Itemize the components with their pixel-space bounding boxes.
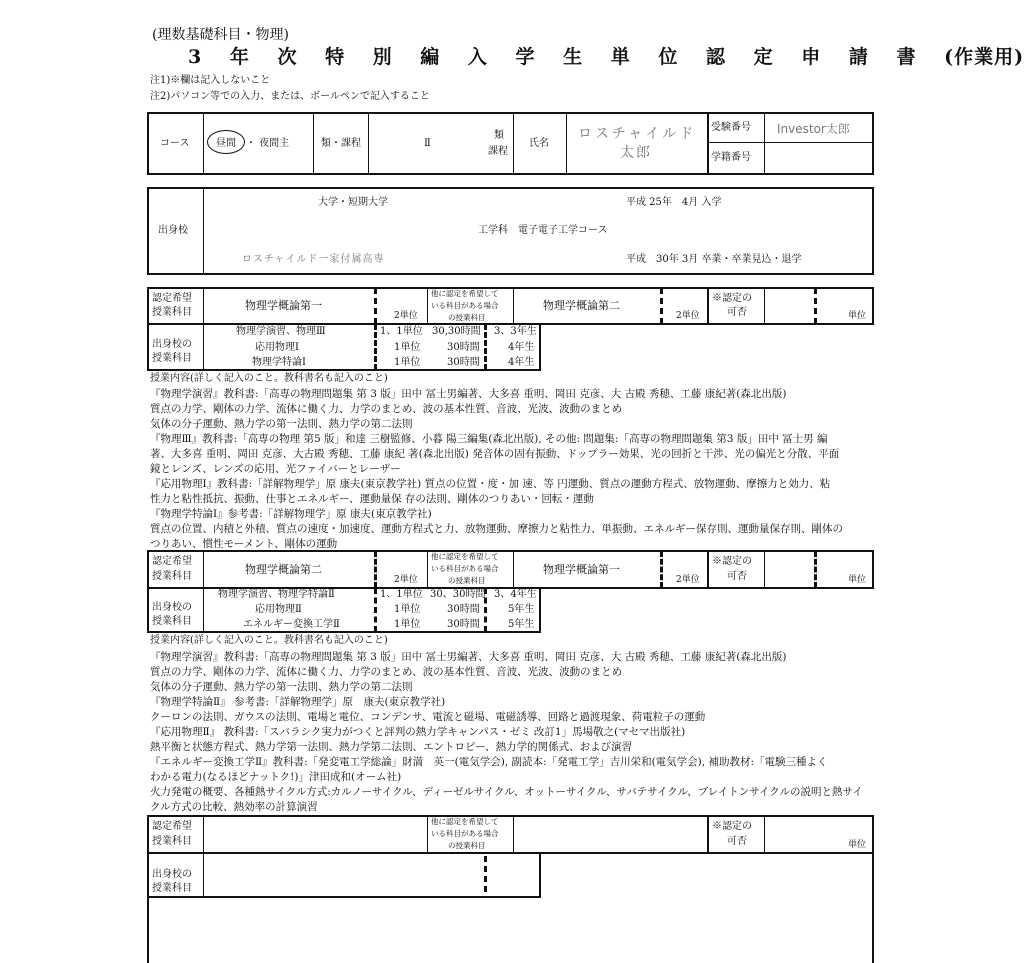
name-value-line2: 太郎 bbox=[620, 145, 652, 161]
form-title-main: 3 年 次 特 別 編 入 学 生 単 位 認 定 申 請 書 bbox=[188, 46, 927, 68]
request-unit: 2単位 bbox=[394, 575, 418, 585]
course-name: 物理学特論Ⅰ bbox=[252, 357, 306, 368]
course-units: 1、1単位 bbox=[380, 326, 423, 337]
course-units: 1単位 bbox=[394, 357, 421, 368]
type-unit-bottom: 課程 bbox=[488, 146, 508, 157]
src-label-1: 出身校の bbox=[152, 869, 192, 880]
other-note-2: いる科目がある場合 bbox=[431, 301, 499, 310]
content-line: 『エネルギー変換工学Ⅱ』教科書:「発変電工学総論」財満 英一(電気学会), 副読本:「発電工学」吉川栄和(電気学会), 補助教材:「電験三種よく bbox=[150, 756, 828, 768]
course-year: 5年生 bbox=[508, 604, 535, 615]
src-label-1: 出身校の bbox=[152, 339, 192, 350]
approval-label-1: ※認定の bbox=[712, 556, 752, 567]
content-line: 著、大多喜 重明、岡田 克彦、大古殿 秀穂、工藤 康紀 著(森北出版) 発音体の固有振動、ドップラー効果、光の回折と干渉、光の偏光と分散、平面 bbox=[150, 448, 840, 460]
type-unit-top: 類 bbox=[494, 130, 504, 141]
course-units: 1単位 bbox=[394, 619, 421, 630]
entry-date: 平成 25年 4月 入学 bbox=[626, 197, 722, 208]
school-label: 出身校 bbox=[158, 225, 188, 236]
course-hours: 30時間 bbox=[447, 604, 480, 615]
form-title-suffix: (作業用) bbox=[944, 46, 1024, 68]
other-subject: 物理学概論第二 bbox=[543, 299, 620, 312]
content-line: 『物理Ⅲ』教科書:「高専の物理 第5 版」和達 三樹監修、小暮 陽三編集(森北出版), その他: 問題集:「高専の物理問題集 第3 版」田中 冨士男 編 bbox=[150, 433, 828, 445]
student-no-label: 学籍番号 bbox=[711, 152, 751, 163]
course-year: 4年生 bbox=[508, 357, 535, 368]
course-year: 3、3年生 bbox=[494, 326, 537, 337]
course-name: 物理学演習、物理Ⅲ bbox=[236, 326, 326, 337]
content-line: 気体の分子運動、熱力学の第一法則、熱力学の第二法則 bbox=[150, 681, 413, 693]
exam-no-label: 受験番号 bbox=[711, 122, 751, 133]
content-line: 質点の力学、剛体の力学、流体に働く力、力学のまとめ、波の基本性質、音波、光波、波動のまとめ bbox=[150, 403, 623, 415]
name-label: 氏名 bbox=[529, 138, 549, 149]
type-label: 類・課程 bbox=[321, 138, 361, 149]
school-name: ロスチャイルド一家付属高専 bbox=[242, 254, 385, 265]
content-line: 気体の分子運動、熱力学の第一法則、熱力学の第二法則 bbox=[150, 418, 413, 430]
content-label: 授業内容(詳しく記入のこと。教科書名も記入のこと) bbox=[150, 635, 388, 646]
content-line: 『物理学演習』教科書:「高専の物理問題集 第 3 版」田中 冨士男編著、大多喜 重明、岡田 克彦、大 古殿 秀穂、工藤 康紀著(森北出版) bbox=[150, 651, 787, 663]
content-line: 質点の位置、内積と外積、質点の速度・加速度、運動方程式と力、放物運動、摩擦力と粘性力、単振動、エネルギー保存則、運動量保存則、剛体の bbox=[150, 523, 843, 535]
content-line: 『物理学特論Ⅰ』参考書:「詳解物理学」原 康夫(東京教学社) bbox=[150, 508, 432, 520]
course-label: コース bbox=[160, 138, 190, 149]
content-label: 授業内容(詳しく記入のこと。教科書名も記入のこと) bbox=[150, 373, 388, 384]
graduation: 平成 30年 3月 卒業・卒業見込・退学 bbox=[626, 254, 802, 265]
approval-label-1: ※認定の bbox=[712, 293, 752, 304]
note-1: 注1)※欄は記入しないこと bbox=[150, 75, 271, 86]
course-units: 1単位 bbox=[394, 604, 421, 615]
src-label-2: 授業科目 bbox=[152, 353, 192, 364]
univ-label: 大学・短期大学 bbox=[318, 197, 388, 208]
approval-unit: 単位 bbox=[848, 311, 867, 321]
course-name: エネルギー変換工学Ⅱ bbox=[243, 619, 340, 630]
course-hours: 30時間 bbox=[447, 619, 480, 630]
course-year: 3、4年生 bbox=[494, 589, 537, 600]
request-label-2: 授業科目 bbox=[152, 571, 192, 582]
form-title bbox=[188, 48, 1024, 67]
course-hours: 30,30時間 bbox=[432, 326, 481, 337]
approval-label-2: 可否 bbox=[727, 307, 747, 318]
subject-tag: (理数基礎科目・物理) bbox=[152, 27, 289, 43]
approval-label-2: 可否 bbox=[727, 836, 747, 847]
content-line: クーロンの法則、ガウスの法則、電場と電位、コンデンサ、電流と磁場、電磁誘導、回路と過渡現象、荷電粒子の運動 bbox=[150, 711, 706, 723]
other-note-1: 他に認定を希望して bbox=[431, 552, 499, 561]
content-line: つりあい、慣性モーメント、剛体の運動 bbox=[150, 538, 338, 550]
content-line: 熱平衡と状態方程式、熱力学第一法則、熱力学第二法則、エントロピー、熱力学的関係式、および演習 bbox=[150, 741, 633, 753]
other-note-1: 他に認定を希望して bbox=[431, 817, 499, 826]
course-name: 応用物理Ⅱ bbox=[255, 604, 302, 615]
src-label-2: 授業科目 bbox=[152, 616, 192, 627]
content-line: 『物理学特論Ⅱ』 参考書:「詳解物理学」原 康夫(東京教学社) bbox=[150, 696, 446, 708]
request-label-2: 授業科目 bbox=[152, 836, 192, 847]
content-line: 質点の力学、剛体の力学、流体に働く力、力学のまとめ、波の基本性質、音波、光波、波動のまとめ bbox=[150, 666, 623, 678]
other-note-2: いる科目がある場合 bbox=[431, 829, 499, 838]
other-note-1: 他に認定を希望して bbox=[431, 289, 499, 298]
content-line: 『応用物理Ⅰ』教科書:「詳解物理学」原 康夫(東京教学社) 質点の位置・度・加 速、等 円運動、質点の運動方程式、放物運動、摩擦力と効力、粘 bbox=[150, 478, 831, 490]
course-hours: 30、30時間 bbox=[430, 589, 486, 600]
other-note-3: の授業科目 bbox=[448, 576, 486, 585]
src-label-1: 出身校の bbox=[152, 602, 192, 613]
other-unit: 2単位 bbox=[676, 311, 700, 321]
course-year: 5年生 bbox=[508, 619, 535, 630]
request-label-1: 認定希望 bbox=[152, 821, 192, 832]
request-label-1: 認定希望 bbox=[152, 556, 192, 567]
approval-label-1: ※認定の bbox=[712, 821, 752, 832]
other-note-3: の授業科目 bbox=[448, 841, 486, 850]
course-day: 昼間 bbox=[216, 138, 236, 149]
course-name: 応用物理Ⅰ bbox=[255, 342, 299, 353]
content-line: 性力と粘性抵抗、振動、仕事とエネルギー、運動量保 存の法則、剛体のつりあい・回転・運動 bbox=[150, 493, 594, 505]
exam-no-value[interactable]: Investor太郎 bbox=[777, 122, 850, 136]
request-subject: 物理学概論第一 bbox=[245, 299, 322, 312]
type-value: Ⅱ bbox=[424, 138, 431, 149]
approval-unit: 単位 bbox=[848, 840, 867, 850]
note-2: 注2)パソコン等での入力、または、ボールペンで記入すること bbox=[150, 91, 430, 102]
course-units: 1単位 bbox=[394, 342, 421, 353]
other-note-3: の授業科目 bbox=[448, 313, 486, 322]
course-hours: 30時間 bbox=[447, 342, 480, 353]
request-subject: 物理学概論第二 bbox=[245, 563, 322, 576]
content-line: 鏡とレンズ、レンズの応用、光ファイバーとレーザー bbox=[150, 463, 401, 475]
content-line: クル方式の比較、熱効率の計算演習 bbox=[150, 801, 318, 813]
src-label-2: 授業科目 bbox=[152, 883, 192, 894]
request-label-1: 認定希望 bbox=[152, 293, 192, 304]
course-hours: 30時間 bbox=[447, 357, 480, 368]
course-name: 物理学演習、物理学特論Ⅱ bbox=[218, 589, 335, 600]
course-year: 4年生 bbox=[508, 342, 535, 353]
approval-label-2: 可否 bbox=[727, 571, 747, 582]
approval-unit: 単位 bbox=[848, 575, 867, 585]
content-line: わかる電力(なるほどナットク!)」津田成和(オーム社) bbox=[150, 771, 402, 783]
name-value-line1: ロスチャイルド bbox=[578, 126, 697, 142]
content-line: 『物理学演習』教科書:「高専の物理問題集 第 3 版」田中 冨士男編著、大多喜 重明、岡田 克彦、大 古殿 秀穂、工藤 康紀著(森北出版) bbox=[150, 388, 787, 400]
content-line: 『応用物理Ⅱ』 教科書:「スバラシク実力がつくと評判の熱力学キャンパス・ゼミ 改訂1」馬場敬之(マセマ出版社) bbox=[150, 726, 686, 738]
other-subject: 物理学概論第一 bbox=[543, 563, 620, 576]
course-night: ・ 夜間主 bbox=[246, 138, 290, 149]
other-note-2: いる科目がある場合 bbox=[431, 564, 499, 573]
department: 工学科 電子電子工学コース bbox=[478, 225, 608, 236]
content-line: 火力発電の概要、各種熱サイクル方式:カルノーサイクル、ディーゼルサイクル、オットーサイクル、サバテサイクル、ブレイトンサイクルの説明と熱サイ bbox=[150, 786, 863, 798]
course-units: 1、1単位 bbox=[380, 589, 423, 600]
other-unit: 2単位 bbox=[676, 575, 700, 585]
request-unit: 2単位 bbox=[394, 311, 418, 321]
request-label-2: 授業科目 bbox=[152, 307, 192, 318]
